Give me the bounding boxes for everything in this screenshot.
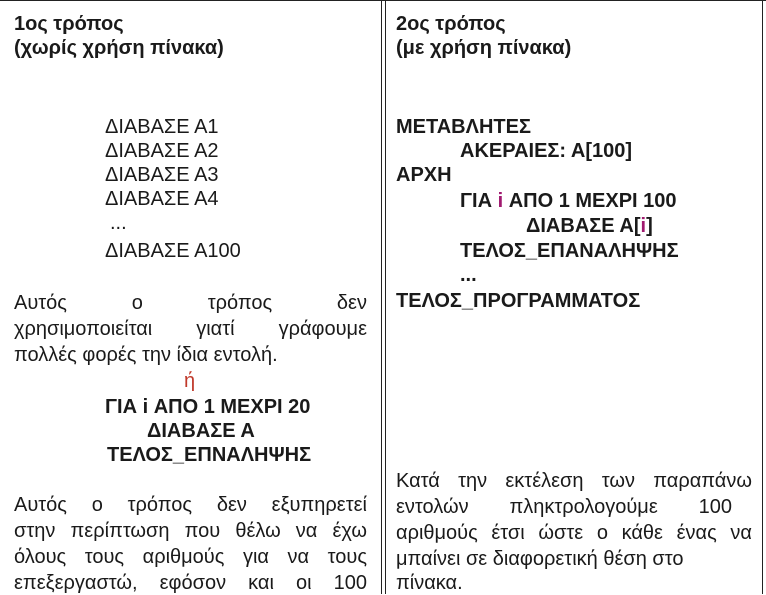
- para2-line-3: [14, 545, 367, 569]
- word: έτσι: [491, 522, 525, 544]
- read-suffix: ]: [646, 215, 653, 237]
- column-divider-right: [385, 1, 386, 594]
- end-program-keyword: ΤΕΛΟΣ_ΠΡΟΓΡΑΜΜΑΤΟΣ: [396, 290, 641, 312]
- right-subtitle: (με χρήση πίνακα): [396, 37, 572, 59]
- read-ellipsis: ...: [110, 212, 127, 234]
- word: δεν: [216, 494, 247, 516]
- word: θέλω: [235, 520, 281, 542]
- word: να: [287, 546, 310, 568]
- for-prefix: ΓΙΑ: [460, 190, 498, 212]
- read-line-100: ΔΙΑΒΑΣΕ Α100: [105, 240, 241, 262]
- word: επεξεργαστώ,: [14, 572, 138, 594]
- word: τους: [327, 546, 367, 568]
- word: και: [248, 572, 274, 594]
- loop-variable: i: [497, 190, 504, 212]
- left-title: 1ος τρόπος: [14, 13, 124, 35]
- word: που: [184, 520, 221, 542]
- code-ellipsis: ...: [460, 264, 477, 286]
- word: αριθμούς: [142, 546, 225, 568]
- word: Αυτός: [14, 292, 67, 314]
- index-variable: i: [640, 215, 647, 237]
- para1-line-2: [14, 317, 367, 341]
- begin-keyword: ΑΡΧΗ: [396, 164, 452, 186]
- right-title: 2ος τρόπος: [396, 13, 506, 35]
- word: έχω: [332, 520, 367, 542]
- read-line-4: ΔΙΑΒΑΣΕ Α4: [105, 188, 219, 210]
- for-statement: [460, 189, 677, 213]
- word: Αυτός: [14, 494, 67, 516]
- word: να: [730, 522, 752, 544]
- word: ώστε: [538, 522, 584, 544]
- word: πληκτρολογούμε: [509, 496, 658, 518]
- for-suffix: ΑΠΟ 1 ΜΕΧΡΙ 100: [503, 190, 677, 212]
- table-right-border: [762, 1, 763, 594]
- word: στην: [14, 520, 56, 542]
- word: εξυπηρετεί: [271, 494, 367, 516]
- word: κάθε: [621, 522, 663, 544]
- int-declaration: ΑΚΕΡΑΙΕΣ: Α[100]: [460, 140, 633, 162]
- column-divider-left: [381, 1, 382, 594]
- word: των: [601, 470, 635, 492]
- read-line-2: ΔΙΑΒΑΣΕ Α2: [105, 140, 219, 162]
- word: γιατί: [196, 318, 235, 340]
- vars-keyword: ΜΕΤΑΒΛΗΤΕΣ: [396, 116, 531, 138]
- word: περίπτωση: [70, 520, 170, 542]
- word: όλους: [14, 546, 67, 568]
- word: γράφουμε: [278, 318, 367, 340]
- word: παραπάνω: [653, 470, 752, 492]
- word: την: [458, 470, 488, 492]
- word: τρόπος: [207, 292, 273, 314]
- read-array-statement: [526, 214, 653, 238]
- word: εκτέλεση: [505, 470, 584, 492]
- right-para-line-5: πίνακα.: [396, 572, 463, 594]
- word: τρόπος: [127, 494, 193, 516]
- word: ένας: [676, 522, 717, 544]
- right-para-line-3: [396, 521, 752, 545]
- word: Κατά: [396, 470, 440, 492]
- word: δεν: [336, 292, 367, 314]
- word: ο: [91, 494, 103, 516]
- para2-line-1: [14, 493, 367, 517]
- para1-line-1: [14, 291, 367, 315]
- or-label: ή: [184, 370, 196, 392]
- word: αριθμούς: [396, 522, 478, 544]
- word: εφόσον: [159, 572, 227, 594]
- word: εντολών: [396, 496, 469, 518]
- right-para-line-4: μπαίνει σε διαφορετική θέση στο: [396, 548, 684, 570]
- loop-line-2: ΔΙΑΒΑΣΕ Α: [147, 420, 255, 442]
- word: χρησιμοποιείται: [14, 318, 153, 340]
- word: να: [295, 520, 318, 542]
- read-prefix: ΔΙΑΒΑΣΕ Α[: [526, 215, 641, 237]
- end-loop-keyword: ΤΕΛΟΣ_ΕΠΑΝΑΛΗΨΗΣ: [460, 240, 679, 262]
- loop-line-1: ΓΙΑ i ΑΠΟ 1 ΜΕΧΡΙ 20: [105, 396, 311, 418]
- para2-line-4: [14, 571, 367, 595]
- word: για: [242, 546, 269, 568]
- word: 100: [333, 572, 367, 594]
- read-line-1: ΔΙΑΒΑΣΕ Α1: [105, 116, 219, 138]
- word: ο: [596, 522, 608, 544]
- loop-line-3: ΤΕΛΟΣ_ΕΠΝΑΛΗΨΗΣ: [107, 444, 312, 466]
- right-para-line-1: [396, 469, 752, 493]
- word: τους: [84, 546, 125, 568]
- word: ο: [131, 292, 143, 314]
- word: 100: [698, 496, 732, 518]
- read-line-3: ΔΙΑΒΑΣΕ Α3: [105, 164, 219, 186]
- left-subtitle: (χωρίς χρήση πίνακα): [14, 37, 224, 59]
- para1-line-3: πολλές φορές την ίδια εντολή.: [14, 344, 278, 366]
- para2-line-2: [14, 519, 367, 543]
- word: οι: [295, 572, 312, 594]
- right-para-line-2: [396, 495, 732, 519]
